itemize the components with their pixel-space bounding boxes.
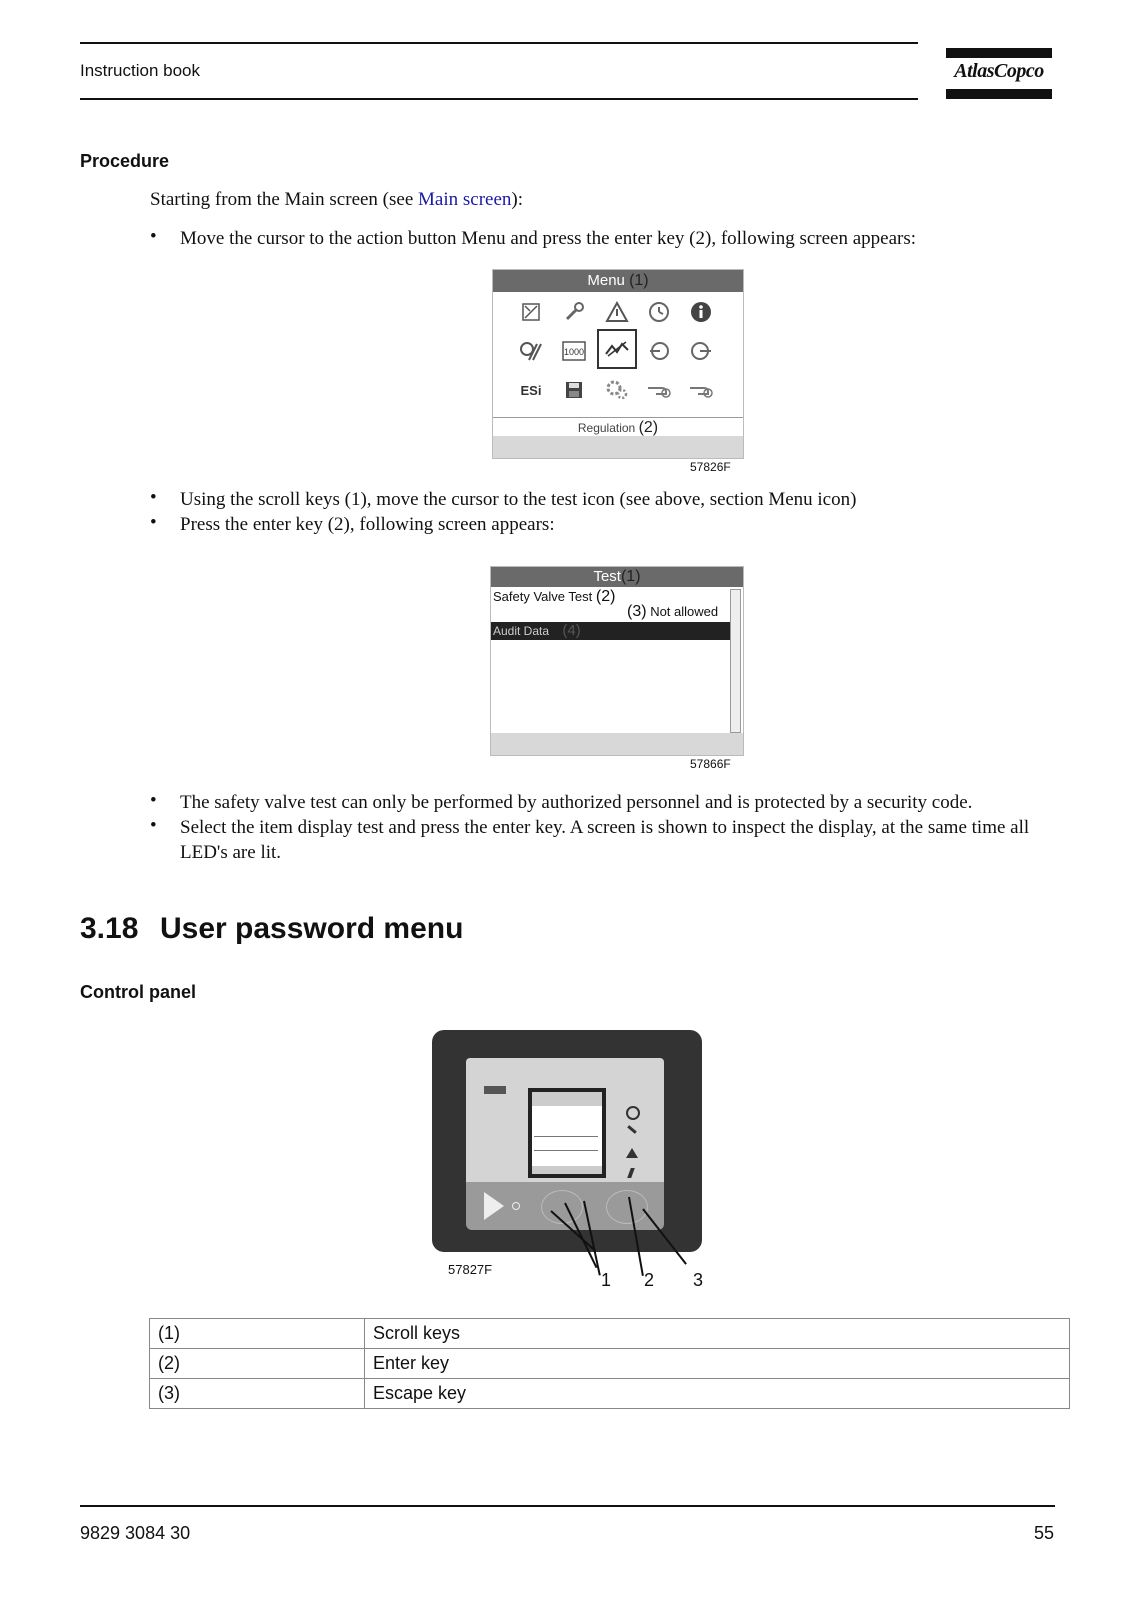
test-status-callout: (3) bbox=[627, 603, 647, 620]
section-title: User password menu bbox=[160, 912, 464, 945]
bullet-text: The safety valve test can only be performed by authorized personnel and is protected by a security code. bbox=[180, 792, 973, 813]
table-row bbox=[150, 1349, 1070, 1379]
footer-rule bbox=[80, 1505, 1055, 1507]
power-led-icon bbox=[626, 1106, 640, 1120]
menu-title-bar bbox=[493, 270, 743, 292]
control-panel-photo bbox=[432, 1030, 702, 1252]
warning-led-icon bbox=[626, 1148, 638, 1158]
display-header bbox=[532, 1092, 602, 1106]
display-line bbox=[534, 1136, 598, 1137]
menu-footer bbox=[493, 419, 743, 437]
hand-right-icon bbox=[683, 372, 719, 408]
table-cell-desc: Enter key bbox=[365, 1349, 1070, 1379]
output-icon bbox=[683, 333, 719, 369]
clock-icon bbox=[641, 294, 677, 330]
chart-icon bbox=[513, 294, 549, 330]
menu-figure-id: 57826F bbox=[690, 460, 731, 474]
counter-label: 1000 bbox=[563, 347, 585, 357]
logo-top-bar bbox=[946, 48, 1052, 58]
table-row bbox=[150, 1379, 1070, 1409]
input-icon bbox=[641, 333, 677, 369]
callout-2: 2 bbox=[644, 1270, 655, 1290]
menu-title-callout: (1) bbox=[629, 272, 649, 289]
display-line bbox=[534, 1150, 598, 1151]
logo-bottom-bar bbox=[946, 89, 1052, 99]
test-status-value: Not allowed bbox=[650, 604, 719, 619]
section-heading bbox=[80, 912, 463, 946]
menu-separator bbox=[493, 417, 743, 418]
regulation-icon[interactable] bbox=[597, 329, 637, 369]
test-item-label: Safety Valve Test bbox=[493, 589, 593, 604]
bullet-text: Using the scroll keys (1), move the cursor to the test icon (see above, section Menu icon) bbox=[180, 489, 857, 510]
menu-screen-figure bbox=[492, 269, 744, 459]
menu-bottom-bar bbox=[493, 436, 743, 458]
service-plan-icon bbox=[513, 333, 549, 369]
header-top-rule bbox=[80, 42, 918, 44]
test-title-callout: (1) bbox=[620, 568, 641, 585]
bullet-marker: • bbox=[150, 226, 157, 247]
intro-suffix: ): bbox=[511, 189, 524, 210]
panel-display bbox=[528, 1088, 606, 1178]
company-logo: AtlasCopco bbox=[954, 60, 1044, 82]
bullet-text: Move the cursor to the action button Menu and press the enter key (2), following screen appears: bbox=[180, 228, 917, 249]
table-cell-desc: Escape key bbox=[365, 1379, 1070, 1409]
control-panel-heading: Control panel bbox=[80, 982, 196, 1002]
bullet-text: Select the item display test and press the enter key. A screen is shown to inspect the display, at the same time all LED's are lit. bbox=[180, 817, 1030, 863]
test-item-callout: (2) bbox=[595, 588, 616, 605]
start-button-icon[interactable] bbox=[484, 1192, 504, 1220]
legend-table bbox=[149, 1318, 1070, 1409]
panel-brand-mark bbox=[484, 1086, 506, 1094]
test-bottom-bar bbox=[491, 733, 743, 755]
test-scrollbar[interactable] bbox=[730, 589, 741, 733]
document-number: 9829 3084 30 bbox=[80, 1523, 191, 1543]
hand-left-icon bbox=[641, 372, 677, 408]
callout-3: 3 bbox=[693, 1270, 704, 1290]
main-screen-link[interactable]: Main screen bbox=[418, 189, 512, 210]
bullet-marker: • bbox=[150, 790, 157, 811]
menu-footer-callout: (2) bbox=[638, 419, 659, 436]
procedure-intro bbox=[150, 189, 523, 211]
procedure-heading: Procedure bbox=[80, 151, 170, 171]
stop-button-icon[interactable] bbox=[512, 1202, 520, 1210]
callout-1: 1 bbox=[601, 1270, 612, 1290]
counter-icon bbox=[556, 333, 592, 369]
warning-icon bbox=[599, 294, 635, 330]
test-title-bar bbox=[491, 567, 743, 587]
table-cell-ref: (3) bbox=[150, 1379, 365, 1409]
bullet-marker: • bbox=[150, 512, 157, 533]
service-led-icon bbox=[627, 1125, 637, 1134]
test-screen-figure bbox=[490, 566, 744, 756]
page-number: 55 bbox=[1033, 1523, 1054, 1543]
table-cell-ref: (1) bbox=[150, 1319, 365, 1349]
test-item-label: Audit Data bbox=[493, 624, 550, 638]
test-title: Test bbox=[593, 568, 621, 585]
test-item-callout: (4) bbox=[562, 622, 581, 639]
menu-footer-label: Regulation bbox=[577, 421, 636, 435]
intro-prefix: Starting from the Main screen (see bbox=[150, 189, 419, 210]
table-row bbox=[150, 1319, 1070, 1349]
save-icon bbox=[556, 372, 592, 408]
bullet-marker: • bbox=[150, 815, 157, 836]
wrench-icon bbox=[556, 294, 592, 330]
test-figure-id: 57866F bbox=[690, 757, 731, 771]
menu-title: Menu bbox=[587, 272, 625, 289]
bullet-text: Press the enter key (2), following screen appears: bbox=[180, 514, 555, 535]
voltage-led-icon bbox=[627, 1168, 635, 1178]
info-icon bbox=[683, 294, 719, 330]
test-menu-item[interactable] bbox=[493, 588, 615, 606]
table-cell-desc: Scroll keys bbox=[365, 1319, 1070, 1349]
esi-icon: ESi bbox=[520, 382, 542, 398]
test-menu-item-selected[interactable] bbox=[491, 622, 730, 640]
test-status bbox=[627, 603, 718, 621]
header-title: Instruction book bbox=[80, 61, 201, 80]
settings-icon bbox=[599, 372, 635, 408]
section-number: 3.18 bbox=[80, 912, 139, 945]
header-bottom-rule bbox=[80, 98, 918, 100]
display-footer bbox=[532, 1166, 602, 1174]
panel-figure-id: 57827F bbox=[448, 1262, 493, 1277]
bullet-marker: • bbox=[150, 487, 157, 508]
table-cell-ref: (2) bbox=[150, 1349, 365, 1379]
enter-escape-keys[interactable] bbox=[606, 1190, 648, 1224]
